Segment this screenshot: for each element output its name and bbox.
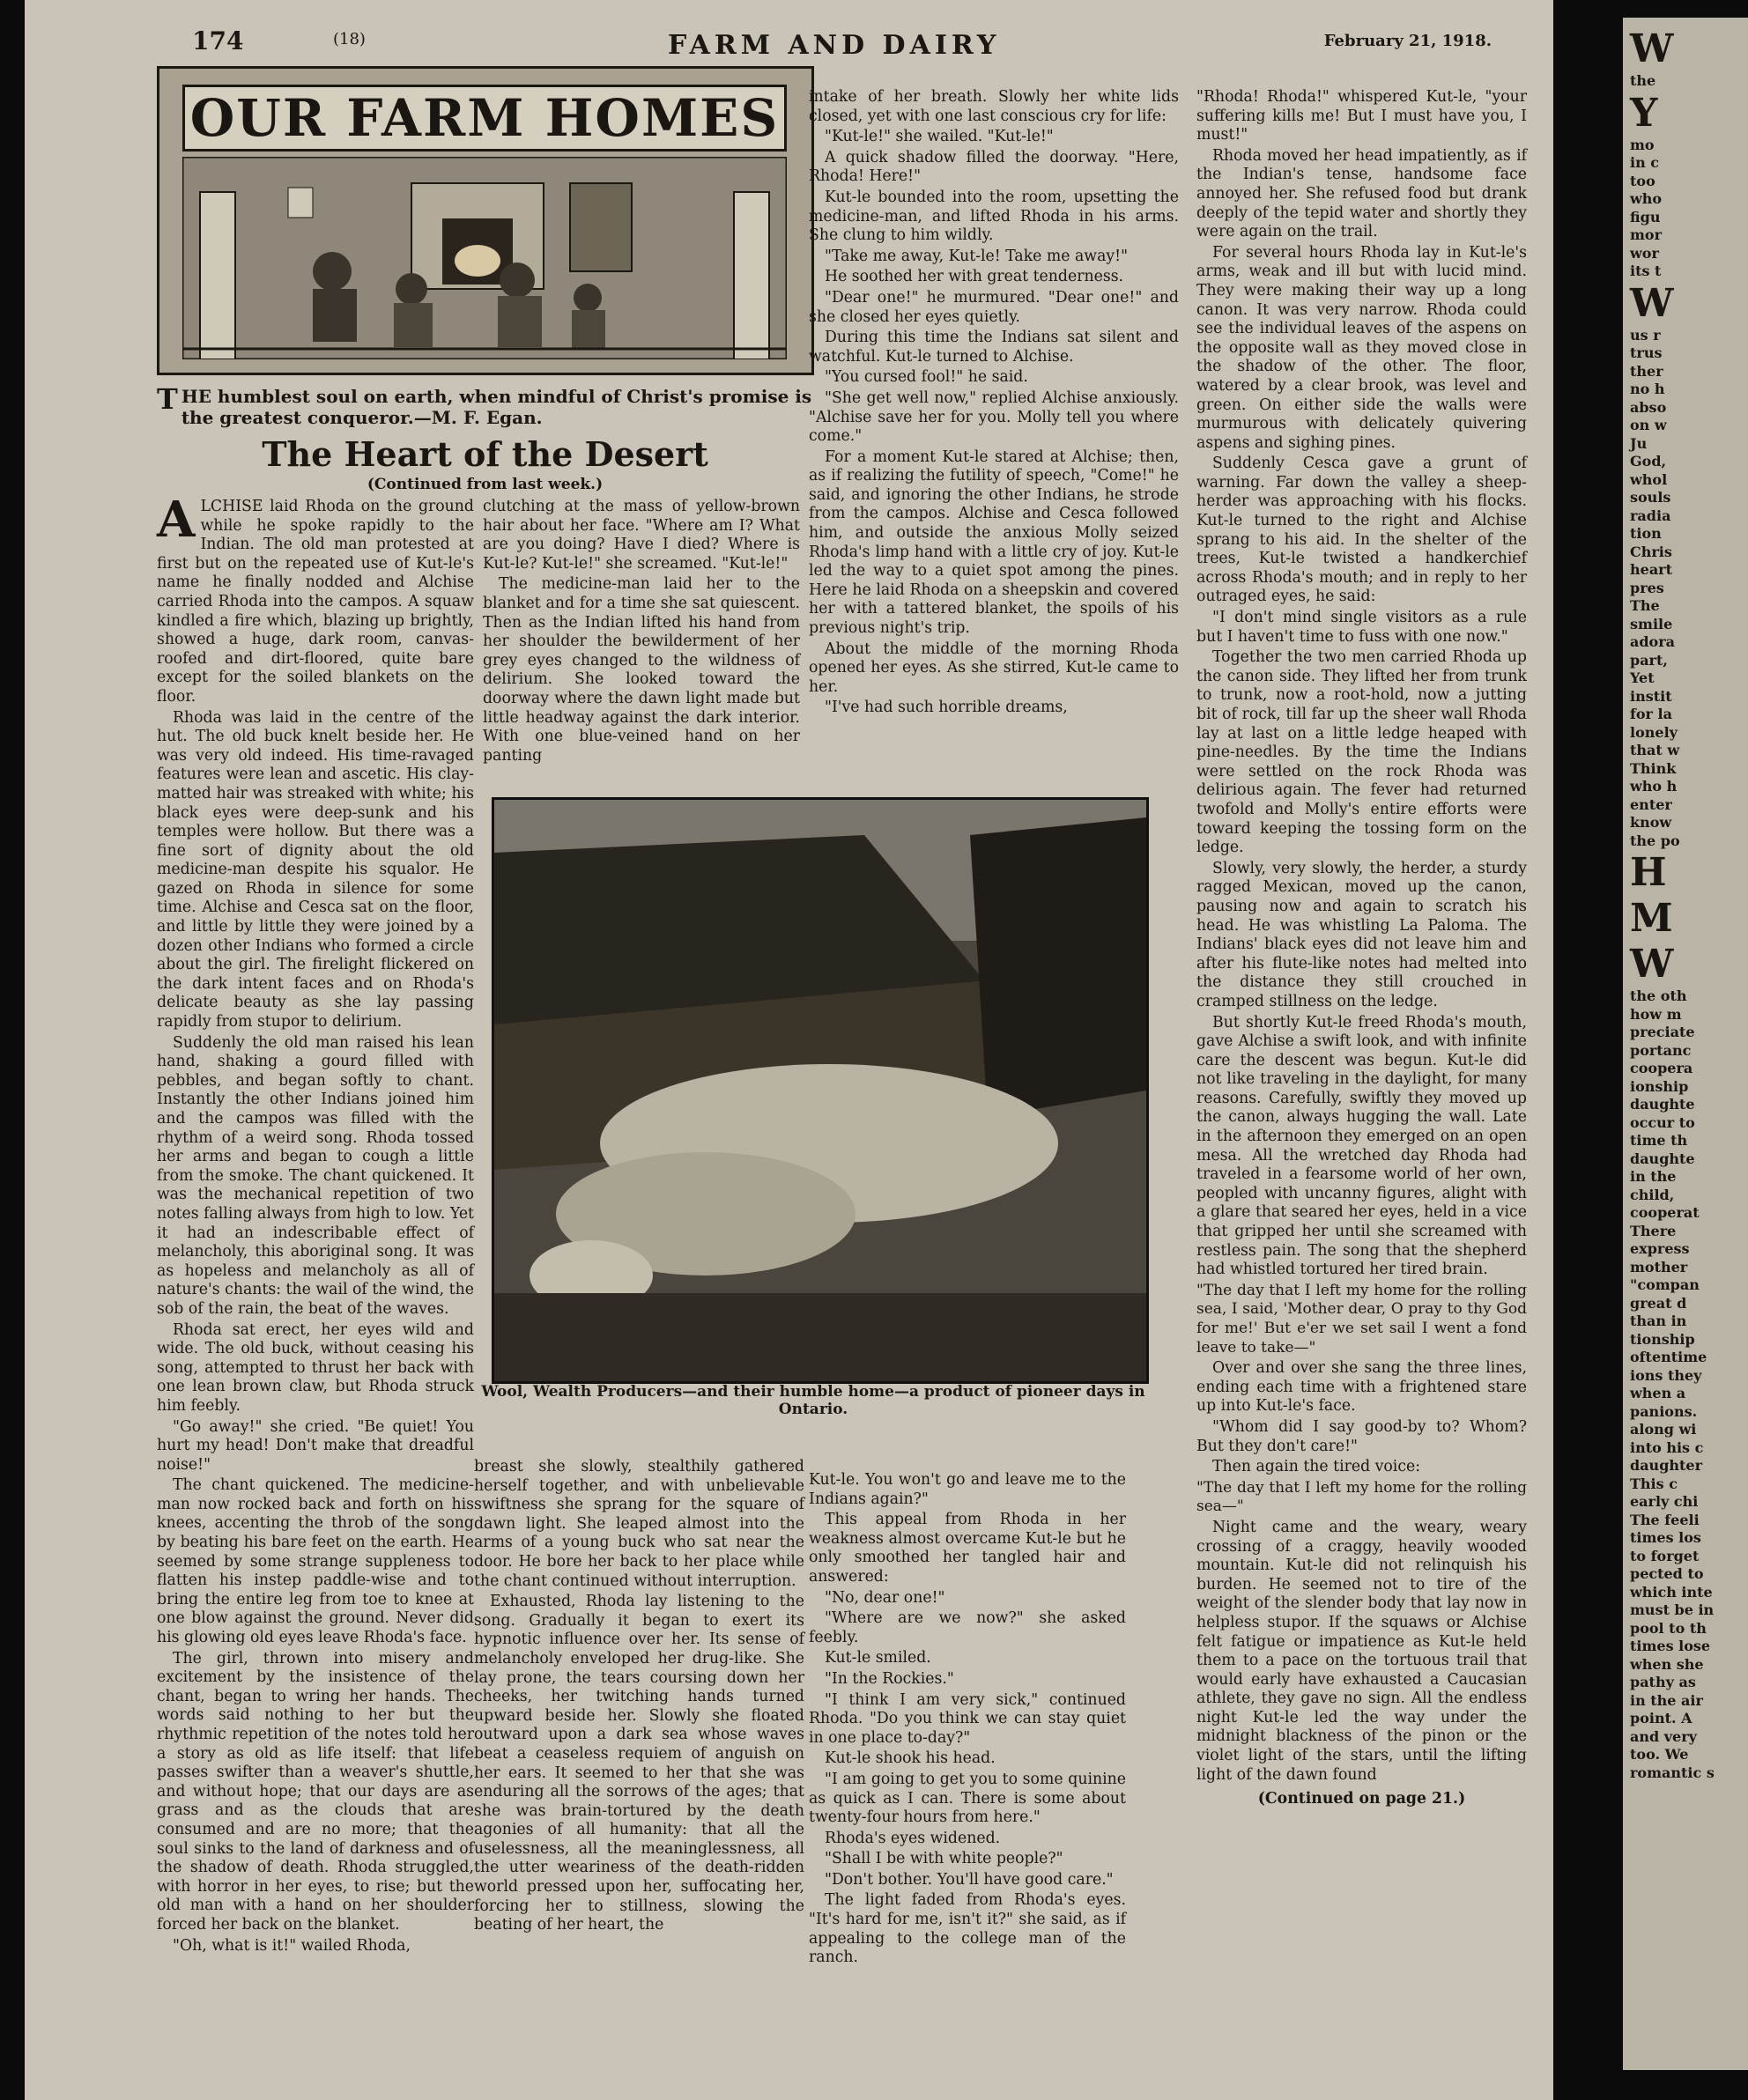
song-verse: "The day that I left my home for the rolling sea, I said, 'Mother dear, O pray to thy God for me!' But e'er we set sail I went a fond leave to take—" [1196,1281,1527,1357]
paragraph: "Kut-le!" she wailed. "Kut-le!" [825,128,1054,146]
facing-page-fragment-line: tionship [1630,1330,1695,1348]
facing-page-fragment-line: pool to th [1630,1619,1707,1637]
facing-page-fragment-line: time th [1630,1132,1688,1149]
facing-page-fragment-line: great d [1630,1294,1687,1312]
facing-page-fragment-line: pres [1630,579,1664,596]
facing-page-fragment-line: its t [1630,262,1662,279]
facing-page-fragment-line: too. We [1630,1746,1689,1763]
facing-page-fragment-line: in the [1630,1168,1677,1185]
facing-page-fragment-line: romantic s [1630,1764,1715,1781]
facing-page-fragment-line: souls [1630,489,1671,506]
paragraph: Rhoda sat erect, her eyes wild and wide. The old buck, without ceasing his song, attempted to thrust her back with one lean brown claw, but Rhoda struck him feebly. [157,1320,474,1415]
article-drop-cap: A [157,491,196,549]
facing-page-fragment-line: for la [1630,706,1672,722]
column-4 [1196,88,1527,1809]
paragraph: "She get well now," replied Alchise anxiously. "Alchise save her for you. Molly tell you where come." [809,388,1179,446]
paragraph: "I've had such horrible dreams, [825,699,1068,717]
paragraph: Night came and the weary, weary crossing of a craggy, heavily wooded mountain. Kut-le did not relinquish his burden. He seemed not to tire of the weight of the slender body that lay now in helpless stupor. If the squaws or Alchise felt fatigue or impatience as Kut-le held them to a pace on the tortuous trail that would early have exhausted a Caucasian athlete, they gave no sign. All the endless night Kut-le led the way under the midnight blackness of the pinon or the violet light of the stars, until the lifting light of the dawn found [1196,1518,1527,1784]
banner-title: OUR FARM HOMES [182,85,787,152]
facing-page-fragment-line: Think [1630,759,1677,777]
facing-page-fragment-line: This c [1630,1475,1678,1492]
facing-page-fragment-line: whol [1630,470,1668,488]
facing-page-fragment-line: too [1630,172,1655,189]
facing-page-fragment-line: W [1630,280,1674,326]
facing-page-fragment-line: daughte [1630,1150,1695,1167]
facing-page-fragment-line: mother [1630,1258,1688,1276]
facing-page-fragment-line: know [1630,814,1672,831]
paragraph: About the middle of the morning Rhoda opened her eyes. As she stirred, Kut-le came to her. [809,640,1179,696]
paragraph: breast she slowly, stealthily gathered herself together, and with unbelievable swiftness she sprang for the square of dawn light. She leaped almost into the arms of a young buck who sat near the door. He bore her back to her place while the chant continued without interruption. [474,1458,804,1590]
facing-page-fragment-line: than in [1630,1312,1687,1329]
paragraph: intake of her breath. Slowly her white lids closed, yet with one last conscious cry for life: [809,88,1179,125]
facing-page-fragment-line: smile [1630,615,1673,632]
continued-note: (Continued on page 21.) [1257,1790,1466,1808]
paragraph: Slowly, very slowly, the herder, a sturdy ragged Mexican, moved up the canon, pausing now and again to scratch his head. He was whistling La Paloma. The Indians' black eyes did not leave him and after his flute-like notes had melted into the distance they still crouched in cramped stillness on the ledge. [1196,859,1527,1010]
photo-caption: Wool, Wealth Producers—and their humble home—a product of pioneer days in Ontario. [481,1383,1145,1418]
quote-drop-cap: T [157,382,178,416]
facing-page-fragment-line: into his c [1630,1438,1704,1456]
facing-page-fragment-line: in the air [1630,1691,1703,1709]
facing-page-fragment-line: part, [1630,651,1668,669]
paragraph: "Dear one!" he murmured. "Dear one!" and she closed her eyes quietly. [809,288,1179,326]
column-3-top [809,88,1179,720]
paragraph: "Shall I be with white people?" [825,1850,1063,1868]
paragraph: Together the two men carried Rhoda up the canon side. They lifted her from trunk to trunk, now a root-hold, now a jutting bit of rock, till far up the sheer wall Rhoda lay at last on a little ledge heaped with pine-needles. By the time the Indians were settled on the rock Rhoda was delirious again. The fever had returned twofold and Molly's entire efforts were toward keeping the tossing form on the ledge. [1196,648,1527,857]
facing-page-fragment-line: ionship [1630,1077,1689,1095]
facing-page-fragment-line: which inte [1630,1583,1713,1601]
facing-page-fragment-line: child, [1630,1186,1675,1203]
paragraph: "Where are we now?" she asked feebly. [809,1609,1126,1646]
facing-page-fragment-line: the [1630,72,1656,89]
paragraph: This appeal from Rhoda in her weakness almost overcame Kut-le but he only smoothed her tangled hair and answered: [809,1511,1126,1586]
facing-page-fragment-line: ther [1630,362,1663,380]
paragraph: The medicine-man laid her to the blanket and for a time she sat quiescent. Then as the Indian lifted his hand from her shoulder the bewilderment of her grey eyes changed to the wildness of delirium. She looked toward the doorway where the dawn light made but little headway against the dark interior. With one blue-veined hand on her panting [483,575,800,765]
facing-page-fragment-line: no h [1630,381,1665,397]
paragraph: Rhoda was laid in the centre of the hut. The old buck knelt beside her. He was very old indeed. His time-ravaged features were lean and ascetic. His clay-matted hair was streaked with white; his black eyes were deep-sunk and his temples were hollow. But there was a fine sort of dignity about the old medicine-man despite his squalor. He gazed on Rhoda in silence for some time. Alchise and Cesca sat on the floor, and little by little they were joined by a dozen other Indians who formed a circle about the girl. The firelight flickered on the dark intent faces and on Rhoda's delicate beauty as she lay passing rapidly from stupor to delirium. [157,708,474,1032]
facing-page-fragment-line: "compan [1630,1276,1700,1293]
facing-page-fragment-line: who [1630,190,1663,207]
photo-image [494,800,1146,1381]
paragraph: Exhausted, Rhoda lay listening to the song. Gradually it began to exert its hypnotic influence over her. Its sense of melancholy enveloped her drug-like. She lay prone, the tears coursing down her cheeks, her twitching hands turned upward beside her. Slowly she floated outward upon a dark sea whose waves beat a ceaseless requiem of anguish on her ears. It seemed to her that she was enduring all the sorrows of the ages; that she was brain-tortured by the death agonies of all humanity: that all the uselessness, all the meaninglessness, all the utter weariness of the death-ridden world pressed upon her, suffocating her, forcing her to stillness, slowing the beating of her heart, the [474,1593,804,1934]
facing-page-fragment-line: panions. [1630,1402,1698,1420]
facing-page-fragment-line: who h [1630,778,1678,795]
facing-page-fragment-line: and very [1630,1727,1697,1745]
facing-page-fragment-line: express [1630,1240,1690,1257]
paragraph: "Whom did I say good-by to? Whom? But they don't care!" [1196,1417,1527,1455]
facing-page-fragment [1623,18,1748,2070]
facing-page-fragment-line: pected to [1630,1565,1704,1582]
facing-page-fragment-line: trus [1630,344,1663,361]
paragraph: "In the Rockies." [825,1669,954,1688]
publication-name: FARM AND DAIRY [668,30,1001,61]
facing-page-fragment-line: mo [1630,136,1655,153]
facing-page-fragment-line: Yet [1630,669,1655,686]
facing-page-fragment-line: The [1630,597,1660,614]
paragraph: Over and over she sang the three lines, ending each time with a frightened stare up into Kut-le's face. [1196,1359,1527,1416]
facing-page-fragment-line: early chi [1630,1493,1699,1510]
facing-page-fragment-line: on w [1630,417,1667,433]
facing-page-fragment-line: daughter [1630,1457,1703,1474]
facing-page-fragment-line: daughte [1630,1096,1695,1113]
paragraph: Kut-le shook his head. [825,1749,996,1768]
paragraph: "No, dear one!" [825,1588,945,1607]
page-header [157,26,1518,70]
paragraph: He soothed her with great tenderness. [825,268,1124,286]
family-fireside-illustration [182,157,787,359]
facing-page-fragment-line: radia [1630,507,1671,524]
paragraph: clutching at the mass of yellow-brown hair about her face. "Where am I? What are you doing? Have I died? Where is Kut-le? Kut-le!" she screamed. "Kut-le!" [483,498,800,573]
paragraph: Kut-le bounded into the room, upsetting the medicine-man, and lifted Rhoda in his arms. She clung to him wildly. [809,188,1179,245]
article-title: The Heart of the Desert [262,434,708,474]
facing-page-fragment-line: occur to [1630,1113,1695,1131]
facing-page-fragment-line: H [1630,850,1667,895]
paragraph: "You cursed fool!" he said. [825,368,1028,387]
facing-page-fragment-line: pathy as [1630,1674,1696,1690]
facing-page-fragment-line: to forget [1630,1547,1700,1564]
column-3-bottom [809,1471,1126,1970]
song-verse: "The day that I left my home for the rolling sea—" [1196,1478,1527,1516]
issue-date: February 21, 1918. [1323,32,1492,50]
paragraph: "Oh, what is it!" wailed Rhoda, [173,1936,411,1955]
facing-page-fragment-line: that w [1630,742,1680,758]
paragraph: The chant quickened. The medicine-man now rocked back and forth on his knees, accenting the throb of the song by beating his bare feet on the earth. He seemed by some strange suppleness to flatten his instep paddle-wise and to bring the entire leg from toe to knee at one blow against the ground. Never did his glowing old eyes leave Rhoda's face. [157,1476,474,1647]
paragraph: Kut-le smiled. [825,1649,931,1667]
paragraph: The light faded from Rhoda's eyes. "It's hard for me, isn't it?" she said, as if appealing to the college man of the ranch. [809,1891,1126,1967]
facing-page-fragment-line: There [1630,1222,1677,1239]
facing-page-fragment-line: in c [1630,154,1660,171]
facing-page-fragment-line: us r [1630,326,1661,344]
facing-page-fragment-line: heart [1630,561,1672,578]
paragraph: "I am going to get you to some quinine as quick as I can. There is some about twenty-four hours from here." [809,1770,1126,1827]
paragraph-text: LCHISE laid Rhoda on the ground while he spoke rapidly to the Indian. The old man protested at first but on the repeated use of Kut-le's name he finally nodded and Alchise carried Rhoda into the campos. A squaw kindled a fire which, blazing up brightly, showed a huge, dark room, canvas-roofed and dirt-floored, quite bare except for the soiled blankets on the floor. [157,498,474,706]
facing-page-fragment-line: along wi [1630,1421,1697,1438]
paragraph: "Don't bother. You'll have good care." [825,1870,1114,1889]
newspaper-page [25,0,1553,2100]
facing-page-fragment-line: oftentime [1630,1349,1707,1365]
paragraph [157,491,474,707]
paragraph: During this time the Indians sat silent and watchful. Kut-le turned to Alchise. [809,329,1179,366]
facing-page-fragment-line: figu [1630,208,1661,226]
facing-page-fragment-line: when a [1630,1385,1686,1401]
column-2-bottom [474,1458,804,1937]
page-number: 174 [192,26,244,55]
facing-page-fragment-line: W [1630,942,1674,987]
paragraph: Kut-le. You won't go and leave me to the Indians again?" [809,1471,1126,1508]
pull-quote [157,382,813,428]
paragraph: "I think I am very sick," continued Rhoda. "Do you think we can stay quiet in one place to-day?" [809,1690,1126,1747]
paragraph: "I don't mind single visitors as a rule but I haven't time to fuss with one now." [1196,609,1527,646]
facing-page-fragment-line: lonely [1630,723,1678,741]
paragraph: Suddenly the old man raised his lean hand, shaking a gourd filled with pebbles, and began softly to chant. Instantly the other Indians joined him and the campos was filled with the rhythm of a weird song. Rhoda tossed her arms and began to cough a little from the smoke. The chant quickened. It was the mechanical repetition of two notes falling always from high to low. Yet it had an indescribable effect of melancholy, this aboriginal song. It was as hopeless and melancholy as all of nature's chants: the wail of the wind, the sob of the rain, the beat of the waves. [157,1033,474,1318]
paragraph: The girl, thrown into misery and excitement by the insistence of the chant, began to wring her hands. The words said nothing to her but the rhythmic repetition of the notes told her a story as old as life itself: that life passes swifter than a weaver's shuttle, and without hope; that our days are as grass and as the clouds that are consumed and are no more; that the soul sinks to the land of darkness and of the shadow of death. Rhoda struggled, with horror in her eyes, to rise; but the old man with a hand on her shoulder forced her back on the blanket. [157,1649,474,1934]
facing-page-fragment-line: M [1630,896,1673,941]
facing-page-fragment-line: W [1630,26,1674,71]
facing-page-fragment-line: portanc [1630,1041,1692,1059]
facing-page-fragment-line: Chris [1630,543,1672,560]
facing-page-fragment-line: Ju [1630,434,1648,452]
facing-page-fragment-line: when she [1630,1655,1704,1673]
facing-page-fragment-line: cooperat [1630,1204,1700,1221]
facing-page-fragment-line: how m [1630,1005,1682,1023]
column-2-top [483,498,800,767]
paragraph: "Rhoda! Rhoda!" whispered Kut-le, "your suffering kills me! But I must have you, I must!" [1196,88,1527,144]
sheep-barn-photo [492,797,1149,1384]
article-subtitle: (Continued from last week.) [367,476,604,493]
facing-page-fragment-line: Y [1630,90,1658,136]
quote-text: HE humblest soul on earth, when mindful of Christ's promise is the greatest conqueror.—M. F. Egan. [181,386,812,428]
facing-page-fragment-line: adora [1630,633,1676,650]
facing-page-fragment-line: enter [1630,795,1672,813]
paragraph: For several hours Rhoda lay in Kut-le's arms, weak and ill but with lucid mind. They were making their way up a long canon. It was very narrow. Rhoda could see the individual leaves of the aspens on the opposite wall as they moved close in the shadow of the other. The floor, watered by a clear brook, was level and green. On either side the walls were murmurous with delicately quivering aspens and sighing pines. [1196,243,1527,452]
facing-page-fragment-line: wor [1630,244,1659,262]
paragraph: But shortly Kut-le freed Rhoda's mouth, gave Alchise a swift look, and with infinite care the descent was begun. Kut-le did not like traveling in the daylight, for many reasons. Carefully, swiftly they moved up the canon, always hugging the wall. Late in the afternoon they emerged on an open mesa. All the wretched day Rhoda had traveled in a fearsome world of her own, peopled with uncanny figures, alight with a glare that seared her eyes, held in a vice that gripped her until she screamed with restless pain. The song that the shepherd had whistled tortured her tired brain. [1196,1013,1527,1279]
facing-page-fragment-line: God, [1630,453,1667,470]
facing-page-fragment-line: ions they [1630,1366,1702,1384]
section-banner [157,66,814,375]
facing-page-fragment-line: the po [1630,832,1680,849]
facing-page-fragment-line: times lose [1630,1638,1711,1654]
paragraph: For a moment Kut-le stared at Alchise; then, as if realizing the futility of speech, "Come!" he said, and ignoring the other Indians, he strode from the campos. Alchise and Cesca followed him, and outside the anxious Molly seized Rhoda's limp hand with a little cry of joy. Kut-le led the way to a quiet spot among the pines. Here he laid Rhoda on a sheepskin and covered her with a tattered blanket, the spoils of his previous night's trip. [809,447,1179,638]
facing-page-fragment-line: coopera [1630,1060,1693,1076]
column-1 [157,491,474,1957]
facing-page-fragment-line: the oth [1630,987,1687,1004]
facing-page-fragment-line: The feeli [1630,1511,1700,1528]
paragraph: A quick shadow filled the doorway. "Here, Rhoda! Here!" [809,148,1179,186]
facing-page-fragment-line: preciate [1630,1024,1695,1040]
paragraph: Rhoda moved her head impatiently, as if the Indian's tense, handsome face annoyed her. She refused food but drank deeply of the tepid water and shortly they were again on the trail. [1196,146,1527,241]
paragraph: "Take me away, Kut-le! Take me away!" [825,247,1129,265]
facing-page-fragment-line: instit [1630,687,1672,705]
facing-page-fragment-line: point. A [1630,1710,1692,1727]
paragraph: Then again the tired voice: [1212,1458,1421,1476]
facing-page-fragment-line: times los [1630,1529,1701,1546]
paragraph: Suddenly Cesca gave a grunt of warning. Far down the valley a sheep-herder was approaching with his flocks. Kut-le turned to the right and Alchise sprang to his aid. In the shelter of the trees, Kut-le twisted a handkerchief across Rhoda's mouth; and in reply to her outraged eyes, he said: [1196,455,1527,606]
paragraph: Rhoda's eyes widened. [825,1829,1001,1847]
paragraph: "Go away!" she cried. "Be quiet! You hurt my head! Don't make that dreadful noise!" [157,1417,474,1474]
facing-page-fragment-line: must be in [1630,1601,1715,1618]
issue-code: (18) [333,30,366,48]
facing-page-fragment-line: tion [1630,525,1662,542]
facing-page-fragment-line: abso [1630,398,1667,416]
facing-page-fragment-line: mor [1630,226,1663,243]
